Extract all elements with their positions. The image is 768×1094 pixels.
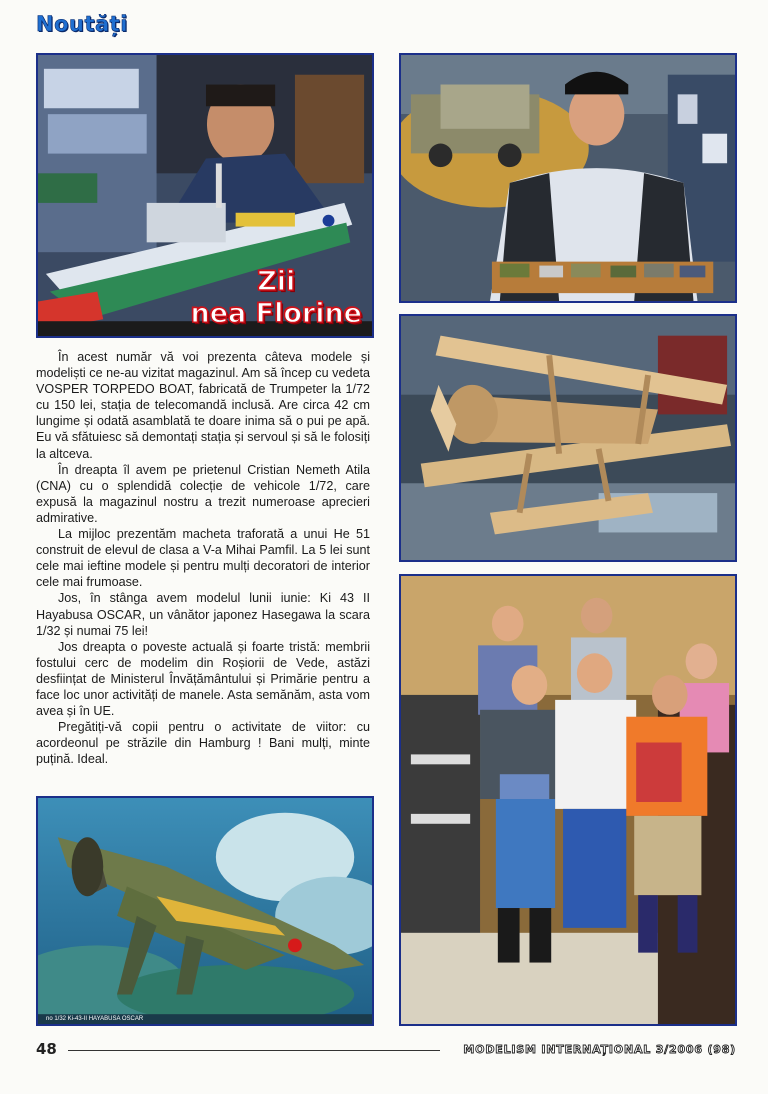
article-paragraph: În dreapta îl avem pe prietenul Cristian Nemeth Atila (CNA) cu o splendidă colecție de vehicole 1/72, care expusă la magazinul nostru a trezit numeroase aprecieri admirative. — [36, 462, 370, 525]
section-title: Noutăți — [36, 12, 128, 36]
overlay-title — [190, 266, 362, 330]
model-club-children-image — [401, 576, 735, 1024]
footer-divider — [68, 1050, 440, 1051]
magazine-title: MODELISM INTERNAȚIONAL 3/2006 (98) — [463, 1043, 736, 1056]
ki43-box-art-image — [38, 798, 372, 1024]
article-paragraph: Pregătiți-vă copii pentru o activitate de viitor: cu acordeonul pe străzile din Hamburg ! Bani mulți, minte puțină. Ideal. — [36, 720, 370, 767]
article-paragraph: Jos, în stânga avem modelul lunii iunie: Ki 43 II Hayabusa OSCAR, un vânător japonez Hasegawa la scara 1/32 și numai 75 lei! — [36, 591, 370, 638]
article-body — [36, 349, 370, 767]
page-number: 48 — [36, 1040, 57, 1058]
article-paragraph: În acest număr vă voi prezenta câteva modele și modeliști ce ne-au vizitat magazinul. Am să încep cu vedeta VOSPER TORPEDO BOAT, fabricată de Trumpeter la 1/72 cu 150 lei, stația de telecomandă inclusă. Are circa 42 cm lungime și odată asamblată te doare inima să o pui pe apă. Eu vă sfătuiesc să demontați stația și servoul și să le folosiți la altceva. — [36, 350, 370, 461]
vehicle-collection-image — [401, 55, 735, 301]
photo-vehicle-collection — [399, 53, 737, 303]
article-paragraph: Jos dreapta o poveste actuală și foarte tristă: membrii fostului cerc de modelim din Roșiorii de Vede, astăzi desființat de Ministerul Învățământului și Primărie pentru a face loc unor activități de manele. Asta semănăm, asta vom avea și în UE. — [36, 639, 370, 719]
photo-model-club-children — [399, 574, 737, 1026]
article-paragraph: La mijloc prezentăm macheta traforată a unui He 51 construit de elevul de clasa a V-a Mihai Pamfil. La 5 lei sunt cele mai ieftine modele și pentru mulți decoratori de interior cele mai frumoase. — [36, 527, 370, 590]
photo-ki43-box-art — [36, 796, 374, 1026]
box-art-caption: no 1/32 Ki-43-II HAYABUSA OSCAR — [46, 1016, 144, 1022]
photo-torpedo-boat — [36, 53, 374, 338]
photo-he51-biplane — [399, 314, 737, 562]
overlay-line-2: nea Florine — [190, 298, 362, 329]
overlay-line-1: Zii — [257, 266, 296, 297]
he51-biplane-image — [401, 316, 735, 560]
